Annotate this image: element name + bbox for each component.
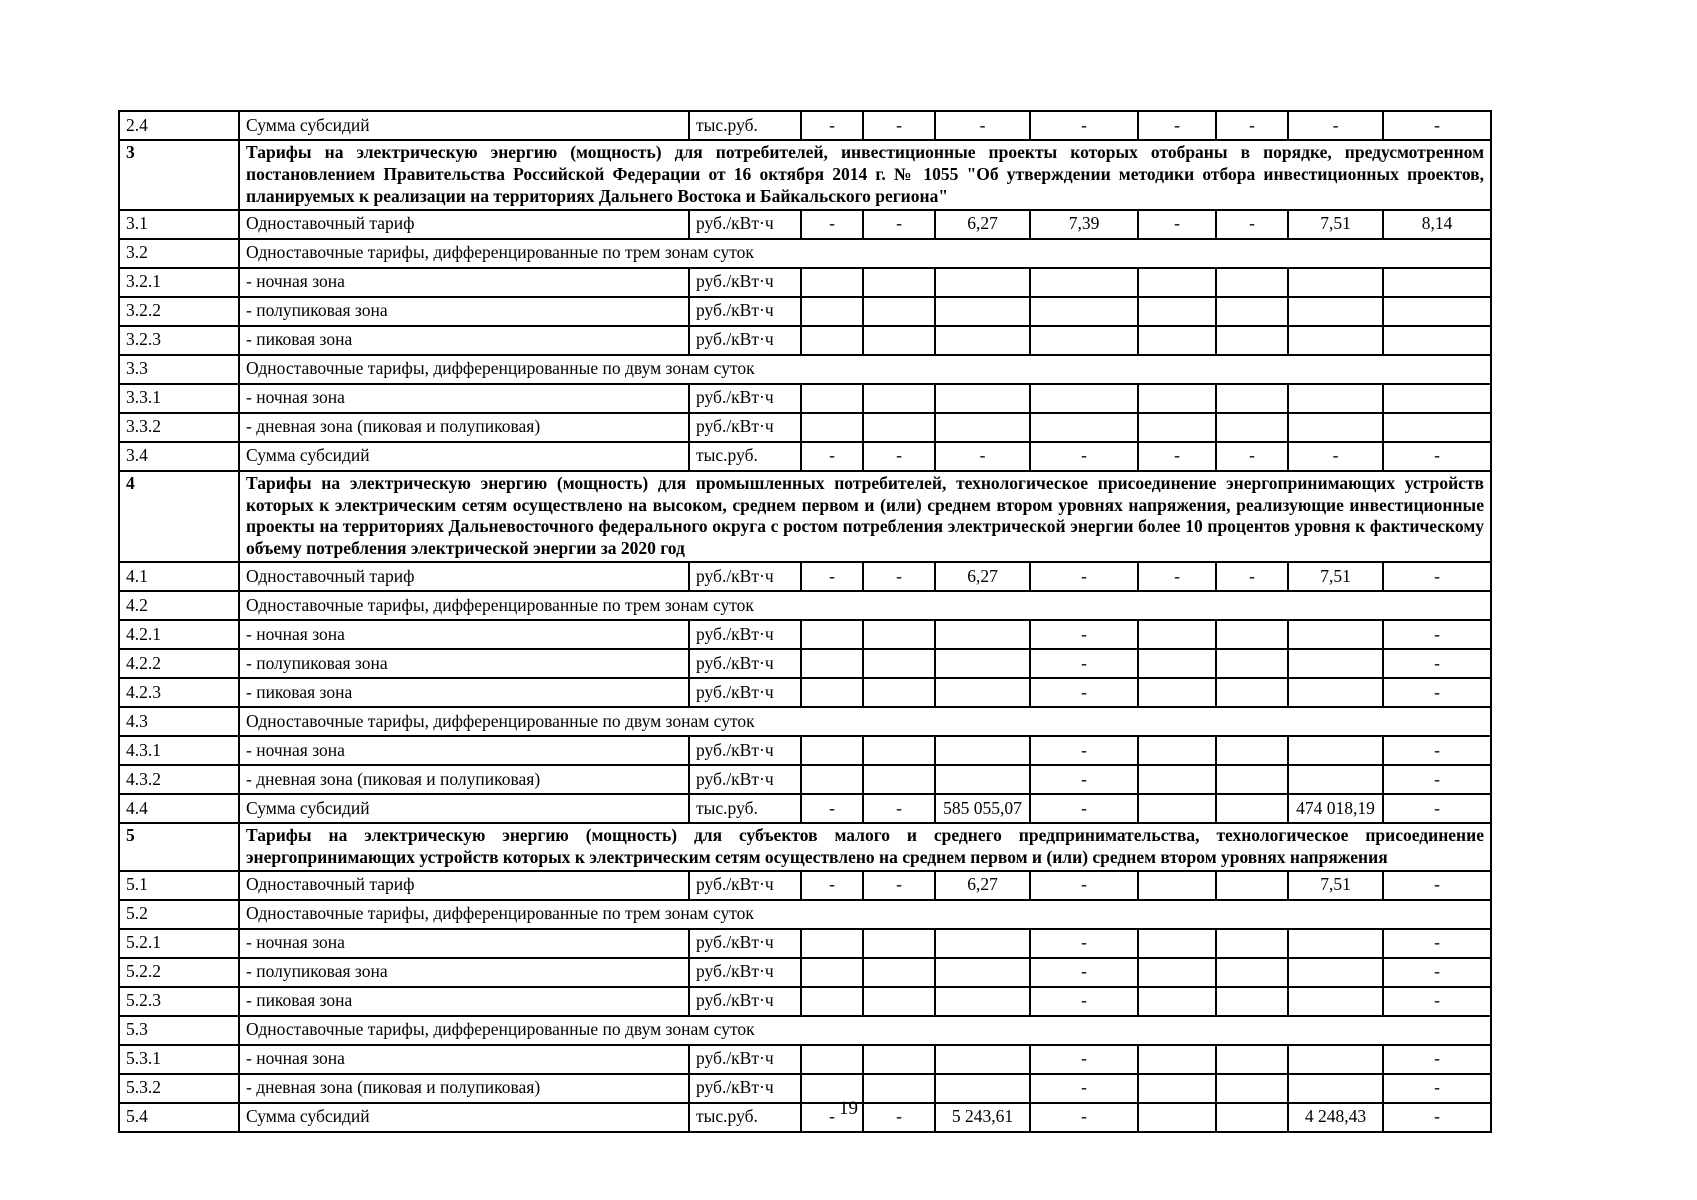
row-description: - дневная зона (пиковая и полупиковая) <box>239 413 689 442</box>
value-cell: - <box>1216 442 1288 471</box>
row-description: - ночная зона <box>239 1045 689 1074</box>
value-cell: - <box>1383 1045 1491 1074</box>
section-title: Тарифы на электрическую энергию (мощность) для промышленных потребителей, технологическое присоединение энергопринимающих устройств которых к электрическим сетям осуществлено на высоком, среднем первом и (или) среднем втором уровнях напряжения, реализующие инвестиционные проекты на территориях Дальневосточного федерального округа с ростом потребления электрической энергии более 10 процентов уровня к фактическому объему потребления электрической энергии за 2020 год <box>239 471 1491 563</box>
value-cell: - <box>1383 1103 1491 1132</box>
table-row-3.2.3 <box>119 326 1491 355</box>
value-cell <box>1216 794 1288 823</box>
table-row-4.1 <box>119 562 1491 591</box>
table-row-4.3.1 <box>119 736 1491 765</box>
row-number: 3.2.1 <box>119 268 239 297</box>
row-description: - дневная зона (пиковая и полупиковая) <box>239 765 689 794</box>
value-cell: - <box>1030 958 1138 987</box>
row-number: 5.2 <box>119 900 239 929</box>
value-cell: - <box>1383 794 1491 823</box>
value-cell <box>935 736 1030 765</box>
row-number: 5 <box>119 823 239 871</box>
value-cell: 6,27 <box>935 562 1030 591</box>
row-description: - ночная зона <box>239 929 689 958</box>
table-row-3 <box>119 140 1491 210</box>
value-cell: - <box>1030 562 1138 591</box>
value-cell: - <box>1138 210 1216 239</box>
value-cell <box>935 413 1030 442</box>
value-cell: - <box>1383 1074 1491 1103</box>
value-cell <box>1288 649 1383 678</box>
value-cell <box>1216 736 1288 765</box>
value-cell: - <box>935 111 1030 140</box>
value-cell <box>1216 326 1288 355</box>
row-unit: руб./кВт·ч <box>689 620 801 649</box>
value-cell: - <box>863 871 935 900</box>
value-cell: - <box>1288 442 1383 471</box>
value-cell <box>935 678 1030 707</box>
value-cell: - <box>1030 649 1138 678</box>
row-number: 3.2.2 <box>119 297 239 326</box>
value-cell <box>1138 1045 1216 1074</box>
value-cell <box>1030 413 1138 442</box>
row-description: - дневная зона (пиковая и полупиковая) <box>239 1074 689 1103</box>
value-cell: - <box>1216 210 1288 239</box>
subsection-title: Одноставочные тарифы, дифференцированные по двум зонам суток <box>239 707 1491 736</box>
value-cell: - <box>1138 442 1216 471</box>
value-cell <box>863 384 935 413</box>
value-cell: - <box>1383 111 1491 140</box>
value-cell: - <box>863 210 935 239</box>
value-cell: - <box>1288 111 1383 140</box>
table-row-5.1 <box>119 871 1491 900</box>
value-cell <box>1138 297 1216 326</box>
row-unit: руб./кВт·ч <box>689 1074 801 1103</box>
table-row-5.3 <box>119 1016 1491 1045</box>
row-description: - пиковая зона <box>239 987 689 1016</box>
value-cell: 8,14 <box>1383 210 1491 239</box>
row-description: - полупиковая зона <box>239 958 689 987</box>
value-cell: 5 243,61 <box>935 1103 1030 1132</box>
value-cell <box>801 268 863 297</box>
row-description: - ночная зона <box>239 268 689 297</box>
value-cell <box>1138 649 1216 678</box>
row-unit: руб./кВт·ч <box>689 678 801 707</box>
row-unit: руб./кВт·ч <box>689 1045 801 1074</box>
value-cell: - <box>1138 111 1216 140</box>
value-cell: 4 248,43 <box>1288 1103 1383 1132</box>
value-cell: 7,51 <box>1288 871 1383 900</box>
value-cell <box>935 765 1030 794</box>
value-cell <box>1288 413 1383 442</box>
value-cell: - <box>1383 929 1491 958</box>
value-cell <box>1288 987 1383 1016</box>
value-cell <box>1030 384 1138 413</box>
row-number: 3.2.3 <box>119 326 239 355</box>
value-cell <box>1216 384 1288 413</box>
value-cell <box>863 268 935 297</box>
row-number: 4.1 <box>119 562 239 591</box>
value-cell <box>1288 958 1383 987</box>
table-row-5 <box>119 823 1491 871</box>
table-row-3.3.2 <box>119 413 1491 442</box>
value-cell <box>1216 987 1288 1016</box>
table-row-4.4 <box>119 794 1491 823</box>
table-row-5.2.3 <box>119 987 1491 1016</box>
value-cell <box>1216 649 1288 678</box>
value-cell: 585 055,07 <box>935 794 1030 823</box>
value-cell <box>1216 678 1288 707</box>
table-row-3.3.1 <box>119 384 1491 413</box>
row-description: Одноставочный тариф <box>239 210 689 239</box>
row-description: - ночная зона <box>239 620 689 649</box>
value-cell: - <box>1030 987 1138 1016</box>
value-cell <box>1138 268 1216 297</box>
value-cell <box>1138 794 1216 823</box>
table-row-4 <box>119 471 1491 563</box>
value-cell <box>935 620 1030 649</box>
table-row-4.3.2 <box>119 765 1491 794</box>
value-cell <box>1216 620 1288 649</box>
value-cell <box>935 649 1030 678</box>
row-description: Сумма субсидий <box>239 794 689 823</box>
row-unit: руб./кВт·ч <box>689 649 801 678</box>
row-number: 4.3.2 <box>119 765 239 794</box>
value-cell <box>1216 413 1288 442</box>
row-number: 5.1 <box>119 871 239 900</box>
page-number: 19 <box>839 1098 858 1119</box>
value-cell <box>863 413 935 442</box>
row-unit: руб./кВт·ч <box>689 384 801 413</box>
row-unit: руб./кВт·ч <box>689 871 801 900</box>
value-cell: - <box>1030 1045 1138 1074</box>
row-unit: тыс.руб. <box>689 1103 801 1132</box>
value-cell <box>1288 765 1383 794</box>
value-cell <box>1216 297 1288 326</box>
row-number: 4 <box>119 471 239 563</box>
row-unit: руб./кВт·ч <box>689 210 801 239</box>
tariff-table <box>118 110 1492 1133</box>
table-row-3.1 <box>119 210 1491 239</box>
row-number: 3.3.1 <box>119 384 239 413</box>
value-cell <box>863 649 935 678</box>
value-cell: - <box>801 210 863 239</box>
value-cell <box>863 765 935 794</box>
value-cell: - <box>935 442 1030 471</box>
row-number: 4.2.2 <box>119 649 239 678</box>
row-unit: руб./кВт·ч <box>689 929 801 958</box>
table-row-4.2.1 <box>119 620 1491 649</box>
table-row-3.4 <box>119 442 1491 471</box>
row-number: 4.2.3 <box>119 678 239 707</box>
value-cell: - <box>801 442 863 471</box>
value-cell: - <box>1383 871 1491 900</box>
row-number: 3.1 <box>119 210 239 239</box>
value-cell <box>801 958 863 987</box>
value-cell: - <box>863 1103 935 1132</box>
value-cell <box>935 929 1030 958</box>
table-row-5.2.2 <box>119 958 1491 987</box>
table-row-5.2 <box>119 900 1491 929</box>
value-cell <box>1288 929 1383 958</box>
value-cell: 474 018,19 <box>1288 794 1383 823</box>
value-cell <box>863 987 935 1016</box>
value-cell <box>1216 765 1288 794</box>
value-cell: 7,51 <box>1288 562 1383 591</box>
value-cell <box>801 620 863 649</box>
value-cell: - <box>863 562 935 591</box>
value-cell: - <box>1030 765 1138 794</box>
value-cell: - <box>1216 111 1288 140</box>
value-cell <box>1216 1045 1288 1074</box>
row-number: 5.3.2 <box>119 1074 239 1103</box>
value-cell: - <box>1030 111 1138 140</box>
table-row-3.2.2 <box>119 297 1491 326</box>
table-row-4.2 <box>119 591 1491 620</box>
row-number: 5.2.1 <box>119 929 239 958</box>
row-unit: руб./кВт·ч <box>689 326 801 355</box>
value-cell: 7,51 <box>1288 210 1383 239</box>
value-cell <box>801 413 863 442</box>
row-number: 3.2 <box>119 239 239 268</box>
row-number: 4.2.1 <box>119 620 239 649</box>
row-number: 4.3.1 <box>119 736 239 765</box>
value-cell <box>801 765 863 794</box>
row-unit: тыс.руб. <box>689 442 801 471</box>
value-cell <box>863 678 935 707</box>
row-unit: руб./кВт·ч <box>689 297 801 326</box>
value-cell <box>1138 620 1216 649</box>
value-cell <box>1216 268 1288 297</box>
row-number: 3.3.2 <box>119 413 239 442</box>
value-cell <box>863 1045 935 1074</box>
value-cell <box>1288 620 1383 649</box>
row-unit: тыс.руб. <box>689 794 801 823</box>
value-cell: - <box>1030 736 1138 765</box>
row-unit: руб./кВт·ч <box>689 958 801 987</box>
value-cell: - <box>801 871 863 900</box>
subsection-title: Одноставочные тарифы, дифференцированные по двум зонам суток <box>239 355 1491 384</box>
value-cell <box>1383 326 1491 355</box>
value-cell <box>1288 736 1383 765</box>
value-cell: - <box>1383 958 1491 987</box>
value-cell <box>1383 384 1491 413</box>
value-cell <box>1288 384 1383 413</box>
row-number: 5.4 <box>119 1103 239 1132</box>
table-row-2.4 <box>119 111 1491 140</box>
row-number: 5.3.1 <box>119 1045 239 1074</box>
table-row-4.3 <box>119 707 1491 736</box>
row-unit: руб./кВт·ч <box>689 268 801 297</box>
value-cell: 7,39 <box>1030 210 1138 239</box>
value-cell: - <box>801 111 863 140</box>
value-cell: - <box>863 442 935 471</box>
row-number: 5.2.2 <box>119 958 239 987</box>
value-cell <box>863 297 935 326</box>
table-row-3.2.1 <box>119 268 1491 297</box>
value-cell: - <box>1030 1103 1138 1132</box>
value-cell: - <box>863 794 935 823</box>
value-cell <box>863 736 935 765</box>
value-cell <box>1288 297 1383 326</box>
row-unit: руб./кВт·ч <box>689 562 801 591</box>
value-cell <box>1288 326 1383 355</box>
value-cell: - <box>1030 929 1138 958</box>
value-cell <box>1138 413 1216 442</box>
value-cell <box>1138 987 1216 1016</box>
row-unit: руб./кВт·ч <box>689 413 801 442</box>
row-number: 3.4 <box>119 442 239 471</box>
row-unit: тыс.руб. <box>689 111 801 140</box>
value-cell <box>801 987 863 1016</box>
value-cell <box>1216 958 1288 987</box>
value-cell <box>801 1045 863 1074</box>
value-cell <box>1138 678 1216 707</box>
value-cell <box>1138 765 1216 794</box>
value-cell: - <box>1383 442 1491 471</box>
value-cell: - <box>1383 736 1491 765</box>
value-cell: - <box>1030 620 1138 649</box>
value-cell <box>1030 268 1138 297</box>
value-cell: - <box>1216 562 1288 591</box>
value-cell <box>863 326 935 355</box>
value-cell <box>863 929 935 958</box>
row-number: 5.2.3 <box>119 987 239 1016</box>
table-row-3.3 <box>119 355 1491 384</box>
value-cell <box>801 384 863 413</box>
value-cell <box>935 384 1030 413</box>
value-cell <box>935 297 1030 326</box>
value-cell: - <box>801 794 863 823</box>
value-cell: 6,27 <box>935 871 1030 900</box>
row-description: - ночная зона <box>239 736 689 765</box>
row-number: 3.3 <box>119 355 239 384</box>
value-cell: - <box>1383 562 1491 591</box>
subsection-title: Одноставочные тарифы, дифференцированные по трем зонам суток <box>239 591 1491 620</box>
row-description: Одноставочный тариф <box>239 871 689 900</box>
table-row-3.2 <box>119 239 1491 268</box>
subsection-title: Одноставочные тарифы, дифференцированные по двум зонам суток <box>239 1016 1491 1045</box>
value-cell <box>801 929 863 958</box>
value-cell: - <box>801 562 863 591</box>
value-cell <box>863 958 935 987</box>
value-cell <box>1383 413 1491 442</box>
value-cell <box>1138 871 1216 900</box>
value-cell: - <box>801 1103 863 1132</box>
table-row-5.2.1 <box>119 929 1491 958</box>
value-cell: 6,27 <box>935 210 1030 239</box>
value-cell <box>1383 297 1491 326</box>
value-cell <box>801 649 863 678</box>
value-cell: - <box>1030 678 1138 707</box>
value-cell <box>935 987 1030 1016</box>
table-row-5.3.1 <box>119 1045 1491 1074</box>
value-cell: - <box>1383 620 1491 649</box>
row-unit: руб./кВт·ч <box>689 736 801 765</box>
value-cell <box>1288 1045 1383 1074</box>
value-cell <box>1383 268 1491 297</box>
table-row-4.2.2 <box>119 649 1491 678</box>
row-description: Одноставочный тариф <box>239 562 689 591</box>
value-cell <box>935 268 1030 297</box>
row-description: - пиковая зона <box>239 678 689 707</box>
value-cell: - <box>1383 678 1491 707</box>
value-cell <box>801 297 863 326</box>
subsection-title: Одноставочные тарифы, дифференцированные по трем зонам суток <box>239 900 1491 929</box>
value-cell: - <box>1030 794 1138 823</box>
value-cell <box>1138 929 1216 958</box>
row-description: - полупиковая зона <box>239 649 689 678</box>
value-cell: - <box>1030 1074 1138 1103</box>
value-cell <box>1216 871 1288 900</box>
value-cell <box>1030 297 1138 326</box>
value-cell <box>1030 326 1138 355</box>
value-cell <box>1138 736 1216 765</box>
value-cell: - <box>1383 765 1491 794</box>
row-description: - ночная зона <box>239 384 689 413</box>
value-cell <box>935 1045 1030 1074</box>
row-number: 4.3 <box>119 707 239 736</box>
row-number: 4.2 <box>119 591 239 620</box>
value-cell: - <box>1030 442 1138 471</box>
value-cell: - <box>1383 987 1491 1016</box>
section-title: Тарифы на электрическую энергию (мощность) для субъектов малого и среднего предпринимательства, технологическое присоединение энергопринимающих устройств которых к электрическим сетям осуществлено на среднем первом и (или) среднем втором уровнях напряжения <box>239 823 1491 871</box>
row-unit: руб./кВт·ч <box>689 765 801 794</box>
row-unit: руб./кВт·ч <box>689 987 801 1016</box>
subsection-title: Одноставочные тарифы, дифференцированные по трем зонам суток <box>239 239 1491 268</box>
value-cell <box>1138 384 1216 413</box>
value-cell <box>801 678 863 707</box>
row-description: - пиковая зона <box>239 326 689 355</box>
value-cell: - <box>1030 871 1138 900</box>
tariff-table-body <box>119 111 1491 1132</box>
value-cell: - <box>1383 649 1491 678</box>
value-cell <box>801 326 863 355</box>
value-cell <box>863 620 935 649</box>
value-cell <box>935 326 1030 355</box>
value-cell <box>935 958 1030 987</box>
row-number: 2.4 <box>119 111 239 140</box>
row-number: 4.4 <box>119 794 239 823</box>
value-cell: - <box>1138 562 1216 591</box>
row-description: Сумма субсидий <box>239 442 689 471</box>
row-number: 3 <box>119 140 239 210</box>
row-description: Сумма субсидий <box>239 1103 689 1132</box>
value-cell <box>1138 326 1216 355</box>
value-cell <box>1288 268 1383 297</box>
value-cell <box>801 736 863 765</box>
value-cell <box>1138 958 1216 987</box>
value-cell <box>1288 678 1383 707</box>
section-title: Тарифы на электрическую энергию (мощность) для потребителей, инвестиционные проекты которых отобраны в порядке, предусмотренном постановлением Правительства Российской Федерации от 16 октября 2014 г. № 1055 "Об утверждении методики отбора инвестиционных проектов, планируемых к реализации на территориях Дальнего Востока и Байкальского региона" <box>239 140 1491 210</box>
row-description: - полупиковая зона <box>239 297 689 326</box>
row-number: 5.3 <box>119 1016 239 1045</box>
value-cell: - <box>863 111 935 140</box>
row-description: Сумма субсидий <box>239 111 689 140</box>
table-row-4.2.3 <box>119 678 1491 707</box>
value-cell <box>1216 929 1288 958</box>
